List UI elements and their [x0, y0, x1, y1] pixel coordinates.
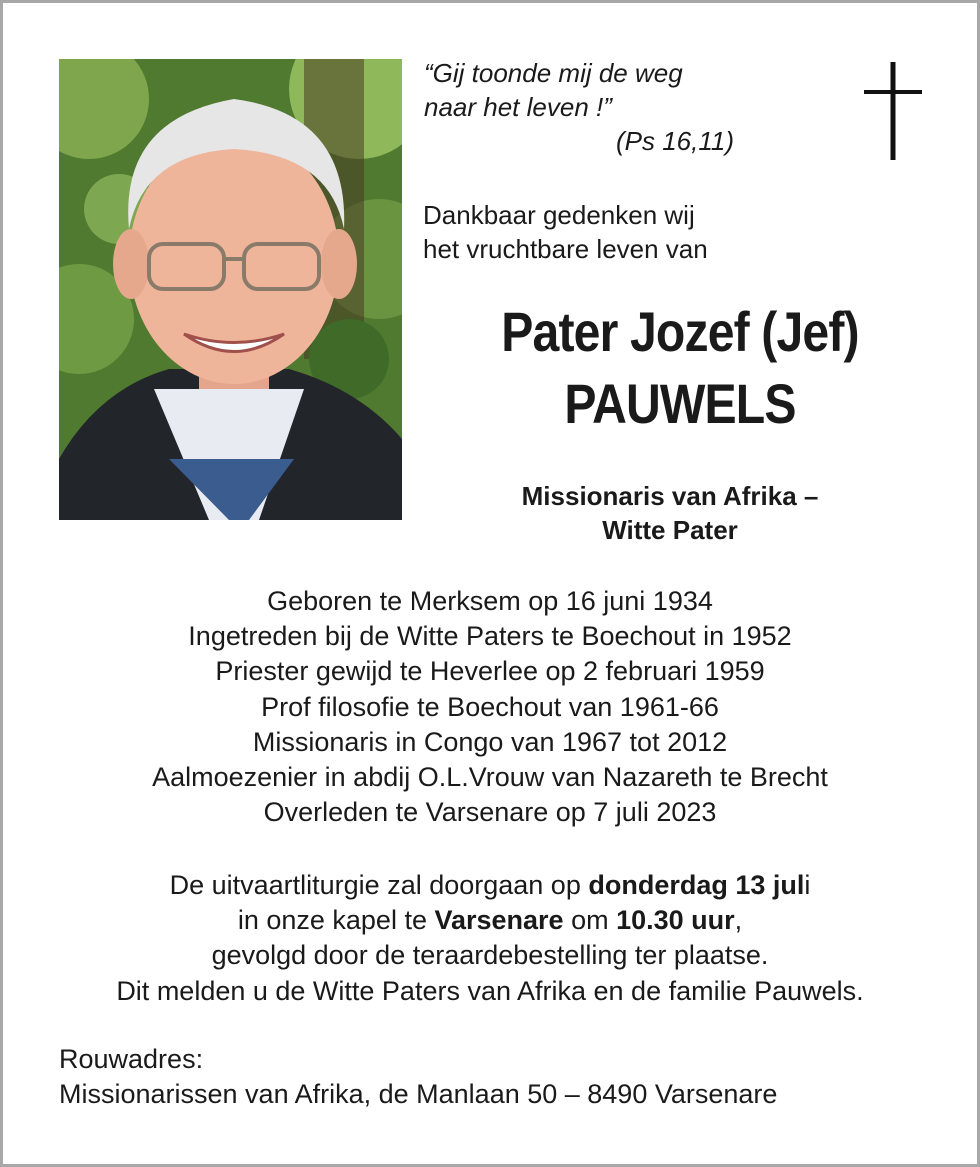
- religious-order: [420, 479, 920, 547]
- intro-line-1: Dankbaar gedenken wij: [423, 200, 695, 230]
- fact-line: Ingetreden bij de Witte Paters te Boechout in 1952: [188, 621, 792, 652]
- quote-line-1: “Gij toonde mij de weg: [424, 58, 683, 88]
- name-line-1: Pater Jozef (Jef): [501, 300, 859, 363]
- order-line-2: Witte Pater: [602, 515, 738, 545]
- fact-line: Prof filosofie te Boechout van 1961-66: [261, 691, 719, 722]
- intro-line-2: het vruchtbare leven van: [423, 234, 708, 264]
- portrait-photo: [59, 59, 402, 520]
- fact-line: Geboren te Merksem op 16 juni 1934: [267, 586, 713, 616]
- funeral-text: in onze kapel te: [237, 905, 435, 936]
- funeral-date: donderdag 13 jul: [588, 870, 805, 900]
- deceased-name: [456, 296, 903, 440]
- address-value: Missionarissen van Afrika, de Manlaan 50 – 8490 Varsenare: [59, 1079, 778, 1109]
- funeral-text: om: [563, 905, 617, 936]
- funeral-time: 10.30 uur: [616, 905, 735, 936]
- funeral-text: De uitvaartliturgie zal doorgaan op: [169, 870, 589, 900]
- funeral-announcement: [0, 868, 980, 1009]
- order-line-1: Missionaris van Afrika –: [521, 481, 819, 511]
- name-line-2: PAUWELS: [564, 372, 796, 435]
- address-label: Rouwadres:: [59, 1044, 204, 1074]
- life-facts: [0, 584, 980, 830]
- fact-line: Missionaris in Congo van 1967 tot 2012: [252, 726, 728, 757]
- fact-line: Aalmoezenier in abdij O.L.Vrouw van Nazareth te Brecht: [152, 762, 828, 793]
- quote-reference: (Ps 16,11): [615, 126, 734, 156]
- mourning-address: [59, 1042, 959, 1112]
- funeral-line-1: [0, 868, 980, 903]
- cross-icon: [864, 62, 922, 160]
- funeral-text: ,: [734, 905, 743, 936]
- funeral-text: i: [804, 870, 811, 900]
- funeral-line-2: [0, 903, 980, 938]
- intro-text: [423, 198, 843, 266]
- scripture-quote: [424, 56, 744, 158]
- funeral-line-4: Dit melden u de Witte Paters van Afrika en de familie Pauwels.: [116, 975, 864, 1006]
- funeral-place: Varsenare: [434, 905, 564, 936]
- fact-line: Priester gewijd te Heverlee op 2 februari 1959: [215, 656, 765, 687]
- funeral-line-3: gevolgd door de teraardebestelling ter plaatse.: [211, 940, 769, 971]
- fact-line: Overleden te Varsenare op 7 juli 2023: [263, 797, 717, 828]
- quote-line-2: naar het leven !”: [424, 92, 612, 122]
